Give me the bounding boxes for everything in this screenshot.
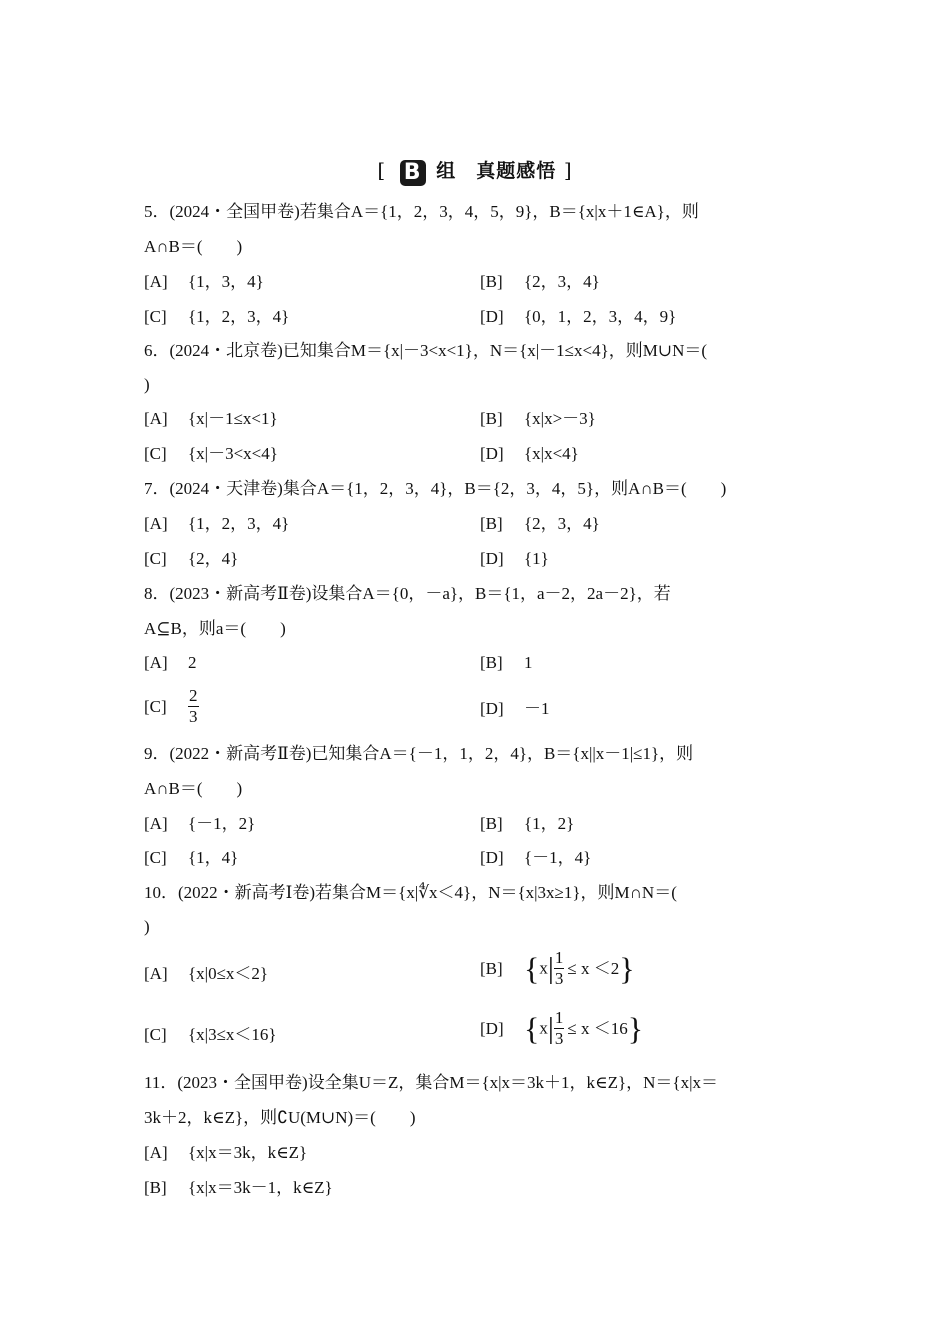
option-text: {－1，4}: [524, 848, 592, 867]
q6-option-d[interactable]: [480, 443, 579, 465]
q5-option-c[interactable]: [144, 306, 289, 328]
option-label: [B]: [480, 814, 503, 833]
q9-option-d[interactable]: [480, 847, 591, 869]
set-builder-expression: {x| $\frac{1}{3}$ ≤ x ＜2}: [524, 948, 635, 988]
option-text: {1，4}: [188, 848, 239, 867]
option-label: [A]: [144, 814, 168, 833]
option-text: {1，2，3，4}: [188, 307, 290, 326]
q5-option-a[interactable]: [144, 271, 264, 293]
q11-option-b[interactable]: [144, 1177, 333, 1199]
option-label: [A]: [144, 964, 168, 983]
option-label: [B]: [480, 272, 503, 291]
option-text: {1，2}: [524, 814, 575, 833]
option-label: [B]: [480, 409, 503, 428]
option-text: －1: [524, 699, 550, 718]
option-text: {x|3≤x＜16}: [188, 1025, 277, 1044]
fraction-numerator: 2: [189, 686, 198, 705]
section-title: 组 真题感悟: [436, 160, 557, 182]
option-label: [A]: [144, 653, 168, 672]
option-text: {－1，2}: [188, 814, 256, 833]
fraction-two-thirds: [188, 686, 199, 727]
q7-option-b[interactable]: [480, 513, 600, 535]
option-text: {1，2，3，4}: [188, 514, 290, 533]
set-variable: x: [539, 958, 548, 978]
q9-option-c[interactable]: [144, 847, 238, 869]
question-11-stem: 11．(2023・全国甲卷)设全集U＝Z，集合M＝{x|x＝3k＋1，k∈Z}，N＝{x|x＝: [144, 1073, 718, 1092]
question-6-stem-cont: ): [144, 375, 150, 394]
option-label: [A]: [144, 514, 168, 533]
option-label: [B]: [480, 653, 503, 672]
q7-option-a[interactable]: [144, 513, 289, 535]
fraction-denominator: 3: [554, 1029, 564, 1048]
question-5-stem-cont: A∩B＝( ): [144, 237, 243, 256]
fraction-one-third: [554, 948, 565, 989]
question-6-stem: 6．(2024・北京卷)已知集合M＝{x|－3<x<1}，N＝{x|－1≤x<4}，则M∪N＝(: [144, 341, 708, 360]
option-label: [C]: [144, 696, 167, 716]
option-text: {x|0≤x＜2}: [188, 964, 269, 983]
option-label: [C]: [144, 848, 167, 867]
q7-option-d[interactable]: [480, 548, 549, 570]
option-text: {x|x＝3k，k∈Z}: [188, 1143, 308, 1162]
q5-option-d[interactable]: [480, 306, 676, 328]
q8-option-c[interactable]: [144, 686, 199, 727]
option-text: {x|x＝3k－1，k∈Z}: [188, 1178, 333, 1197]
option-text: {x|x>－3}: [524, 409, 596, 428]
option-text: 2: [188, 653, 197, 672]
option-label: [C]: [144, 307, 167, 326]
question-5-stem: 5．(2024・全国甲卷)若集合A＝{1，2，3，4，5，9}，B＝{x|x＋1∈A}，则: [144, 202, 699, 221]
q10-option-c[interactable]: [144, 1024, 277, 1046]
q8-option-a[interactable]: [144, 652, 197, 674]
q10-option-a[interactable]: [144, 963, 268, 985]
set-condition: ≤ x ＜16: [567, 1018, 628, 1038]
question-8-stem-cont: A⊆B，则a＝( ): [144, 619, 286, 638]
q6-option-a[interactable]: [144, 408, 278, 430]
option-label: [C]: [144, 549, 167, 568]
option-text: {2，4}: [188, 549, 239, 568]
option-text: {2，3，4}: [524, 514, 600, 533]
set-variable: x: [539, 1018, 548, 1038]
question-10-stem-cont: ): [144, 917, 150, 936]
set-builder-expression: {x| $\frac{1}{3}$ ≤ x ＜16}: [524, 1008, 644, 1048]
group-badge: B: [400, 160, 426, 186]
q8-option-b[interactable]: [480, 652, 533, 674]
set-condition: ≤ x ＜2: [567, 958, 620, 978]
q9-option-a[interactable]: [144, 813, 255, 835]
option-label: [A]: [144, 1143, 168, 1162]
q6-option-c[interactable]: [144, 443, 278, 465]
q9-option-b[interactable]: [480, 813, 574, 835]
option-text: 1: [524, 653, 533, 672]
question-10-stem: 10．(2022・新高考Ⅰ卷)若集合M＝{x|∜x＜4}，N＝{x|3x≥1}，则M∩N＝(: [144, 883, 677, 902]
question-9-stem: 9．(2022・新高考Ⅱ卷)已知集合A＝{－1，1，2，4}，B＝{x||x－1|≤1}，则: [144, 744, 694, 763]
option-text: {0，1，2，3，4，9}: [524, 307, 677, 326]
q10-option-d[interactable]: [480, 1008, 643, 1049]
option-text: {x|x<4}: [524, 444, 579, 463]
option-text: {1，3，4}: [188, 272, 264, 291]
option-label: [C]: [144, 444, 167, 463]
q8-option-d[interactable]: [480, 698, 550, 720]
question-7-stem: 7．(2024・天津卷)集合A＝{1，2，3，4}，B＝{2，3，4，5}，则A∩B＝( ): [144, 479, 727, 498]
option-label: [A]: [144, 272, 168, 291]
q7-option-c[interactable]: [144, 548, 238, 570]
option-text: {2，3，4}: [524, 272, 600, 291]
option-label: [D]: [480, 549, 504, 568]
q11-option-a[interactable]: [144, 1142, 307, 1164]
option-label: [D]: [480, 1018, 504, 1038]
option-text: {1}: [524, 549, 549, 568]
fraction-one-third: [554, 1008, 565, 1049]
option-label: [A]: [144, 409, 168, 428]
fraction-denominator: 3: [189, 707, 198, 726]
question-11-stem-cont: 3k＋2，k∈Z}，则∁U(M∪N)＝( ): [144, 1108, 416, 1127]
section-header: [0, 156, 950, 186]
question-9-stem-cont: A∩B＝( ): [144, 779, 243, 798]
fraction-numerator: 1: [554, 948, 564, 967]
option-label: [B]: [480, 514, 503, 533]
option-label: [C]: [144, 1025, 167, 1044]
fraction-numerator: 1: [554, 1008, 564, 1027]
option-label: [D]: [480, 848, 504, 867]
fraction-denominator: 3: [554, 969, 564, 988]
header-bracket-open: [: [377, 158, 387, 182]
q5-option-b[interactable]: [480, 271, 600, 293]
option-text: {x|－1≤x<1}: [188, 409, 278, 428]
option-label: [B]: [480, 958, 503, 978]
option-label: [D]: [480, 699, 504, 718]
header-bracket-close: ]: [563, 158, 573, 182]
option-label: [D]: [480, 444, 504, 463]
option-label: [B]: [144, 1178, 167, 1197]
option-label: [D]: [480, 307, 504, 326]
option-text: {x|－3<x<4}: [188, 444, 278, 463]
q10-option-b[interactable]: [480, 948, 635, 989]
q6-option-b[interactable]: [480, 408, 596, 430]
question-8-stem: 8．(2023・新高考Ⅱ卷)设集合A＝{0，－a}，B＝{1，a－2，2a－2}，若: [144, 584, 671, 603]
